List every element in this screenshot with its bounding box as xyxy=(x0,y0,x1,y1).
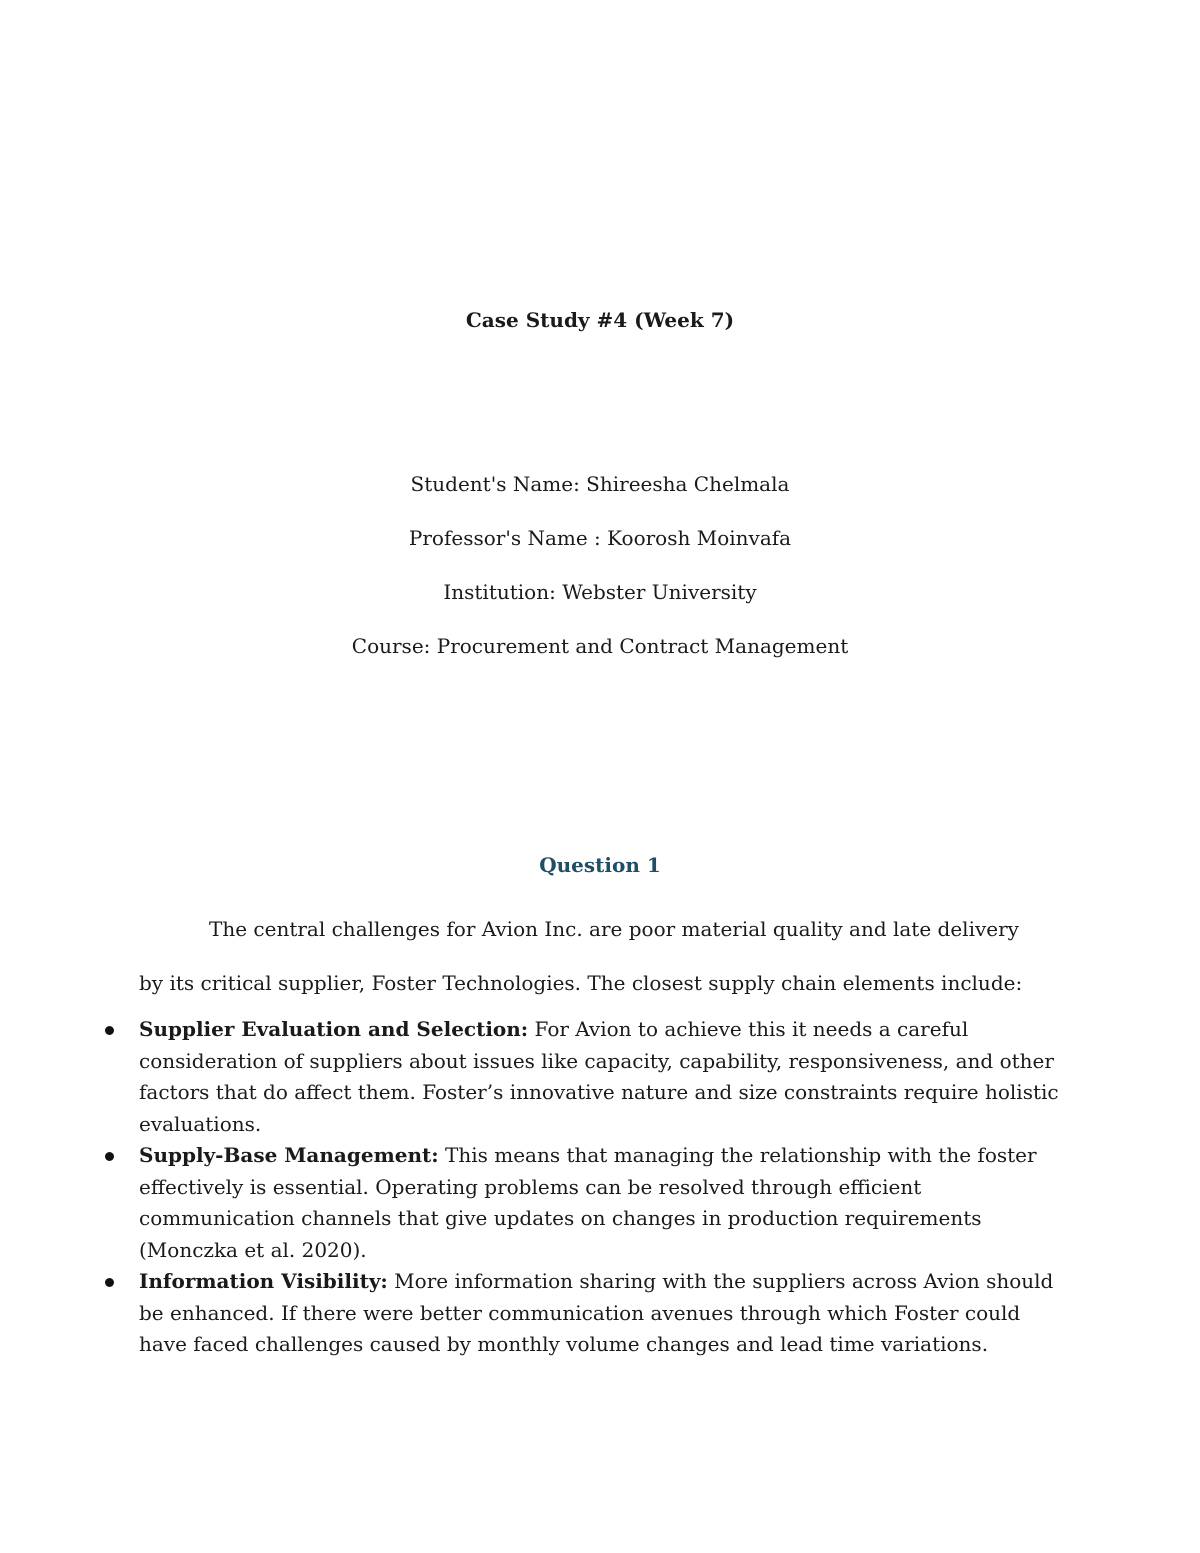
list-item xyxy=(139,1266,1069,1361)
institution-name: Institution: Webster University xyxy=(443,580,757,604)
bullet-icon xyxy=(105,1026,114,1035)
bullet-list xyxy=(139,1014,1069,1361)
bullet-term: Information Visibility: xyxy=(139,1269,388,1293)
bullet-icon xyxy=(105,1152,114,1161)
intro-paragraph: The central challenges for Avion Inc. are poor material quality and late delivery by its critical supplier, Foster Technologies. The closest supply chain elements include: xyxy=(139,917,1023,995)
document-title: Case Study #4 (Week 7) xyxy=(465,308,735,332)
question-heading: Question 1 xyxy=(539,853,661,877)
student-name: Student's Name: Shireesha Chelmala xyxy=(410,472,790,496)
title-page-details xyxy=(0,468,1200,684)
bullet-term: Supply-Base Management: xyxy=(139,1143,439,1167)
bullet-term: Supplier Evaluation and Selection: xyxy=(139,1017,529,1041)
bullet-text: For Avion to achieve this it needs a careful consideration of suppliers about issues like capacity, capability, responsiveness, and other factors that do affect them. Foster’s innovative nature and size constraints require holistic evaluations. xyxy=(139,1017,1059,1136)
bullet-text: This means that managing the relationship with the foster effectively is essential. Operating problems can be resolved through efficient communication channels that give updates on changes in production requirements (Monczka et al. 2020). xyxy=(139,1143,1037,1262)
course-name: Course: Procurement and Contract Management xyxy=(351,634,849,658)
list-item xyxy=(139,1014,1069,1140)
list-item xyxy=(139,1140,1069,1266)
professor-name: Professor's Name : Koorosh Moinvafa xyxy=(408,526,792,550)
bullet-icon xyxy=(105,1278,114,1287)
bullet-text: More information sharing with the suppliers across Avion should be enhanced. If there were better communication avenues through which Foster could have faced challenges caused by monthly volume changes and lead time variations. xyxy=(139,1269,1054,1356)
